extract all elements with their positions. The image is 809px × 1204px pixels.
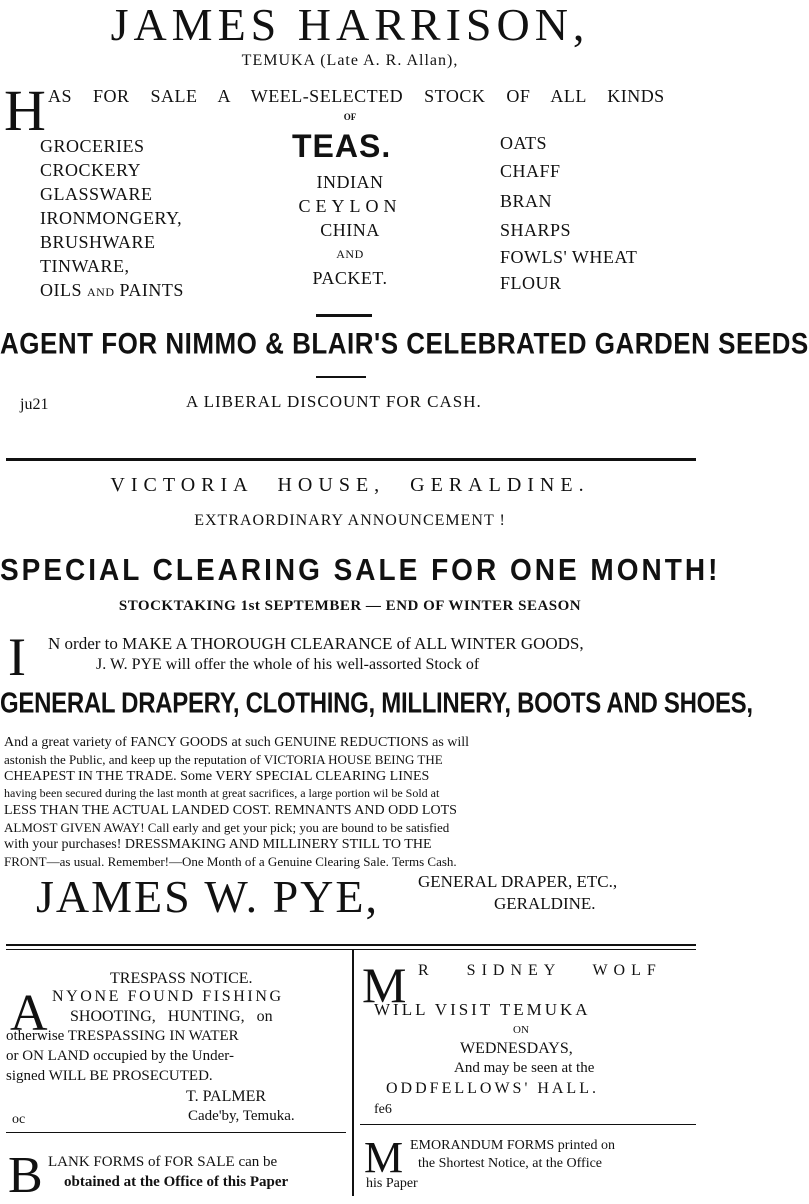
body-line: with your purchases! DRESSMAKING AND MILLINERY STILL TO THE: [4, 837, 432, 852]
body-line: astonish the Public, and keep up the reputation of VICTORIA HOUSE BEING THE: [4, 752, 443, 767]
divider: [360, 1124, 696, 1125]
harrison-right-column: [500, 130, 637, 296]
blank-forms-line-2: obtained at the Office of this Paper: [64, 1174, 289, 1190]
harrison-discount: A LIBERAL DISCOUNT FOR CASH.: [186, 392, 482, 411]
divider: [316, 314, 372, 317]
list-item: CHINA: [320, 220, 380, 240]
wolf-line-1: R SIDNEY WOLF: [418, 962, 662, 979]
list-item: INDIAN: [316, 172, 384, 192]
goods-headline: GENERAL DRAPERY, CLOTHING, MILLINERY, BOOTS AND SHOES,: [0, 687, 753, 720]
harrison-intro: AS FOR SALE A WEEL-SELECTED STOCK OF ALL KINDS: [48, 86, 665, 106]
blank-forms-line-1: LANK FORMS of FOR SALE can be: [48, 1154, 278, 1170]
stocktaking-line: STOCKTAKING 1st SEPTEMBER — END OF WINTER SEASON: [118, 598, 582, 614]
list-item: [40, 278, 184, 302]
wolf-line-2: WILL VISIT TEMUKA: [374, 1000, 591, 1019]
list-item: FOWLS' WHEAT: [500, 247, 638, 267]
trespass-signer: T. PALMER: [186, 1088, 267, 1105]
memo-line-3: his Paper: [366, 1176, 418, 1191]
victoria-intro-line-1: N order to MAKE A THOROUGH CLEARANCE of ALL WINTER GOODS,: [48, 634, 584, 653]
list-item: CROCKERY: [40, 160, 142, 180]
trespass-code: oc: [12, 1112, 26, 1127]
list-item-text: OILS: [40, 280, 82, 300]
body-line: CHEAPEST IN THE TRADE. Some VERY SPECIAL CLEARING LINES: [4, 769, 430, 784]
wolf-seen: And may be seen at the: [454, 1060, 595, 1076]
trespass-line-2: SHOOTING, HUNTING, on: [70, 1008, 273, 1025]
column-divider: [352, 950, 354, 1196]
trespass-line-4: or ON LAND occupied by the Under-: [6, 1048, 234, 1064]
list-item: SHARPS: [500, 220, 572, 240]
trespass-line-1: NYONE FOUND FISHING: [52, 988, 284, 1005]
list-item: IRONMONGERY,: [40, 208, 183, 228]
trespass-line-3: otherwise TRESPASSING IN WATER: [6, 1028, 239, 1044]
victoria-drop-cap: I: [8, 627, 26, 687]
teas-column: [270, 170, 430, 290]
list-item: CHAFF: [500, 161, 561, 181]
list-item: BRUSHWARE: [40, 232, 156, 252]
list-item: FLOUR: [500, 273, 562, 293]
sale-headline: SPECIAL CLEARING SALE FOR ONE MONTH!: [0, 552, 721, 587]
list-item: BRAN: [500, 191, 553, 211]
list-item: TINWARE,: [40, 256, 130, 276]
memo-line-1: EMORANDUM FORMS printed on: [410, 1138, 615, 1153]
announcement: EXTRAORDINARY ANNOUNCEMENT !: [194, 512, 506, 529]
blank-forms-drop-cap: B: [8, 1147, 43, 1204]
list-item-text: PAINTS: [119, 280, 184, 300]
list-item: GROCERIES: [40, 136, 145, 156]
list-item: GLASSWARE: [40, 184, 153, 204]
wolf-days: WEDNESDAYS,: [460, 1040, 573, 1057]
list-item: CEYLON: [298, 196, 402, 216]
pye-sig-line-2: GERALDINE.: [494, 894, 596, 913]
wolf-drop-cap: M: [362, 957, 407, 1013]
section-divider: [6, 944, 696, 946]
victoria-body: [4, 734, 698, 870]
trespass-place: Cade'by, Temuka.: [188, 1108, 295, 1124]
body-line: FRONT—as usual. Remember!—One Month of a Genuine Clearing Sale. Terms Cash.: [4, 854, 457, 869]
section-divider: [6, 949, 696, 950]
harrison-of: OF: [343, 112, 357, 122]
body-line: having been secured during the last month at great sacrifices, a large portion wil be Sold at: [4, 786, 440, 800]
body-line: ALMOST GIVEN AWAY! Call early and get your pick; you are bound to be satisfied: [4, 820, 450, 835]
body-line: LESS THAN THE ACTUAL LANDED COST. REMNANTS AND ODD LOTS: [4, 803, 457, 818]
victoria-house-title: VICTORIA HOUSE, GERALDINE.: [110, 474, 590, 496]
body-line: And a great variety of FANCY GOODS at such GENUINE REDUCTIONS as will: [4, 735, 470, 750]
trespass-line-5: signed WILL BE PROSECUTED.: [6, 1068, 213, 1084]
harrison-name: JAMES HARRISON,: [110, 0, 590, 50]
trespass-drop-cap: A: [10, 985, 48, 1042]
trespass-title: TRESPASS NOTICE.: [110, 970, 253, 987]
memo-line-2: the Shortest Notice, at the Office: [418, 1156, 603, 1171]
memo-drop-cap: M: [364, 1133, 404, 1182]
pye-sig-line-1: GENERAL DRAPER, ETC.,: [418, 872, 618, 891]
divider: [316, 376, 366, 378]
list-item-and: AND: [87, 285, 115, 299]
wolf-hall: ODDFELLOWS' HALL.: [386, 1080, 599, 1097]
list-item: AND: [336, 247, 364, 261]
harrison-code: ju21: [20, 396, 49, 413]
wolf-code: fe6: [374, 1102, 392, 1117]
agent-line: AGENT FOR NIMMO & BLAIR'S CELEBRATED GARDEN SEEDS: [0, 325, 809, 361]
list-item: PACKET.: [312, 268, 388, 288]
harrison-left-column: [40, 134, 184, 302]
victoria-intro-line-2: J. W. PYE will offer the whole of his well-assorted Stock of: [96, 656, 480, 673]
harrison-drop-cap: H: [4, 78, 46, 143]
teas-heading: TEAS.: [292, 128, 392, 164]
harrison-town-line: TEMUKA (Late A. R. Allan),: [241, 52, 459, 69]
pye-signature: JAMES W. PYE,: [36, 871, 379, 922]
wolf-on: ON: [513, 1024, 529, 1036]
divider: [6, 1132, 346, 1133]
list-item: OATS: [500, 133, 548, 153]
section-divider: [6, 458, 696, 461]
